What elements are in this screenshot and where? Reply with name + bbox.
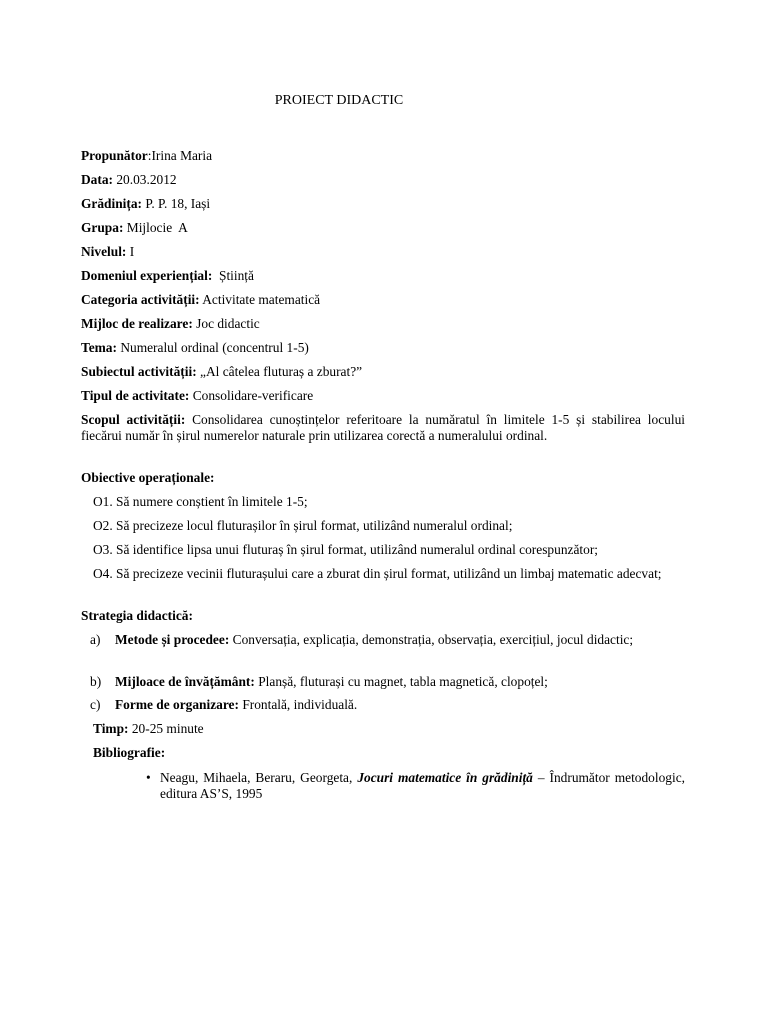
field-subiectul	[81, 364, 362, 380]
field-label: Tipul de activitate:	[81, 388, 190, 403]
field-label: Propunător	[81, 148, 148, 163]
strategy-letter: a)	[90, 632, 101, 647]
field-label: Subiectul activității:	[81, 364, 197, 379]
page-title: PROIECT DIDACTIC	[274, 93, 404, 108]
field-propunator	[81, 148, 212, 164]
strategy-heading: Strategia didactică:	[81, 608, 193, 623]
strategy-label: Forme de organizare:	[115, 697, 239, 712]
strategy-text	[115, 674, 685, 690]
bibliography-authors: Neagu, Mihaela, Beraru, Georgeta,	[160, 770, 353, 785]
field-tema	[81, 340, 309, 356]
strategy-label: Mijloace de învățământ:	[115, 674, 255, 689]
field-label: Mijloc de realizare:	[81, 316, 193, 331]
scop-label: Scopul activității:	[81, 412, 186, 427]
bibliography-heading: Bibliografie:	[93, 745, 166, 760]
objective-item: O1. Să numere conștient în limitele 1-5;	[93, 494, 308, 509]
field-label: Domeniul experiențial:	[81, 268, 213, 283]
field-tipul	[81, 388, 313, 404]
field-value: Irina Maria	[151, 148, 213, 163]
field-value: Joc didactic	[196, 316, 260, 331]
field-gradinita	[81, 196, 210, 212]
field-value: „Al câtelea fluturaș a zburat?”	[200, 364, 363, 379]
objective-item: O2. Să precizeze locul fluturașilor în șirul format, utilizând numeralul ordinal;	[93, 518, 513, 533]
objective-item: O4. Să precizeze vecinii fluturașului care a zburat din șirul format, utilizând un limbaj matematic adecvat;	[93, 566, 662, 581]
strategy-value: Planșă, fluturași cu magnet, tabla magnetică, clopoțel;	[258, 674, 548, 689]
field-label: Nivelul:	[81, 244, 127, 259]
time-label: Timp:	[93, 721, 129, 736]
strategy-item	[90, 697, 685, 713]
objective-item: O3. Să identifice lipsa unui fluturaș în șirul format, utilizând numeralul ordinal corespunzător;	[93, 542, 598, 557]
strategy-letter: b)	[90, 674, 102, 689]
strategy-letter: c)	[90, 697, 101, 712]
field-sep: :	[147, 148, 152, 163]
time-value: 20-25 minute	[131, 721, 204, 736]
field-value: Mijlocie A	[126, 220, 188, 235]
field-grupa	[81, 220, 188, 236]
field-data	[81, 172, 177, 188]
bibliography-item	[146, 770, 685, 802]
strategy-text	[115, 632, 685, 648]
field-nivelul	[81, 244, 134, 260]
bibliography-book: Jocuri matematice în grădiniță	[357, 770, 533, 785]
bibliography-text	[160, 770, 685, 802]
field-mijloc	[81, 316, 260, 332]
scop-paragraph	[81, 412, 685, 444]
field-value: Consolidare-verificare	[192, 388, 314, 403]
field-label: Data:	[81, 172, 113, 187]
field-categoria	[81, 292, 320, 308]
field-value: 20.03.2012	[116, 172, 177, 187]
strategy-text	[115, 697, 685, 713]
field-value: Știință	[219, 268, 254, 283]
bullet-icon: •	[146, 770, 151, 785]
field-label: Tema:	[81, 340, 117, 355]
strategy-item	[90, 632, 685, 648]
bibliography-rest: – Îndrumător metodologic, editura AS’S, 1995	[160, 770, 685, 801]
field-label: Grădinița:	[81, 196, 143, 211]
objectives-heading: Obiective operaționale:	[81, 470, 215, 485]
strategy-value: Conversația, explicația, demonstrația, observația, exercițiul, jocul didactic;	[232, 632, 634, 647]
field-value: Activitate matematică	[202, 292, 321, 307]
field-value: I	[129, 244, 135, 259]
scop-text: Consolidarea cunoștințelor referitoare la număratul în limitele 1-5 și stabilirea locului fiecărui număr în șirul numerelor naturale prin utilizarea corectă a numeralului ordinal.	[81, 412, 685, 443]
field-label: Grupa:	[81, 220, 124, 235]
field-value: P. P. 18, Iași	[145, 196, 211, 211]
field-label: Categoria activității:	[81, 292, 200, 307]
strategy-label: Metode și procedee:	[115, 632, 230, 647]
field-value: Numeralul ordinal (concentrul 1-5)	[120, 340, 309, 355]
time-field	[93, 721, 204, 737]
field-domeniul	[81, 268, 254, 284]
strategy-item	[90, 674, 685, 690]
strategy-value: Frontală, individuală.	[242, 697, 358, 712]
